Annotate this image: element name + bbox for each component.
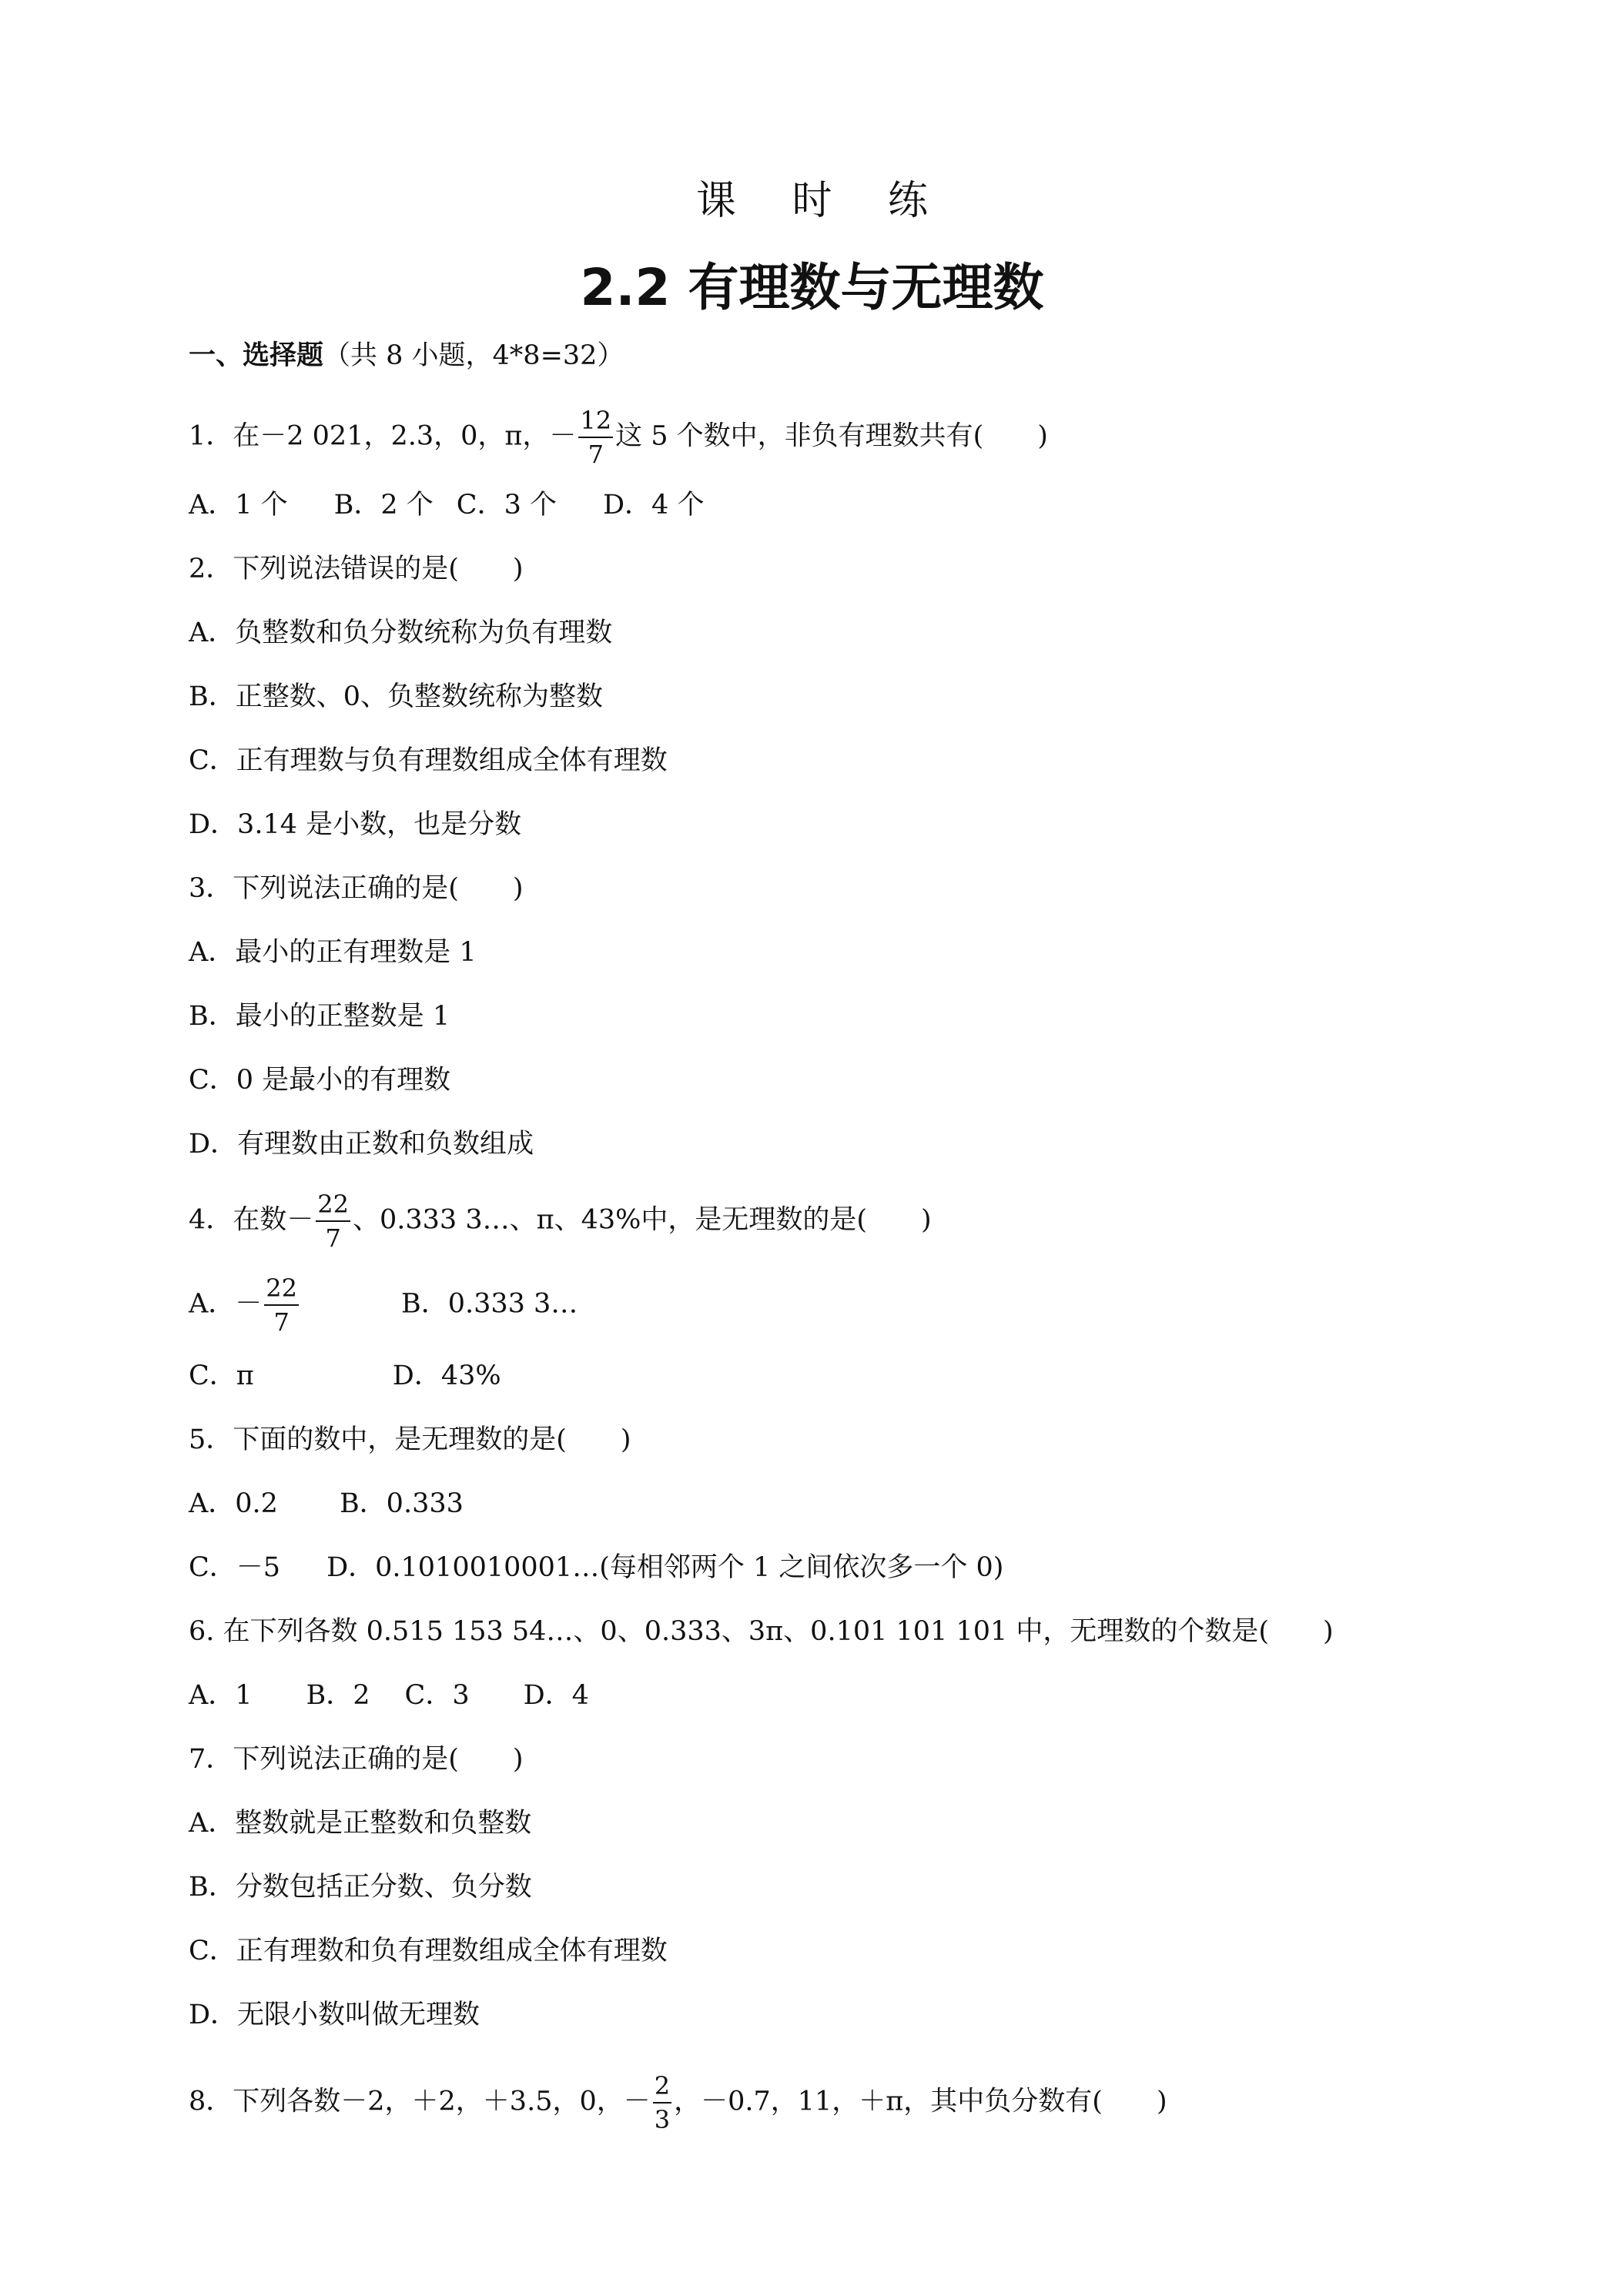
question-2-stem: 2．下列说法错误的是( ): [189, 554, 524, 584]
question-4-options-row-2: [189, 1359, 501, 1393]
fraction-denominator: 7: [273, 1307, 290, 1337]
option-d: D．0.1010010001…(每相邻两个 1 之间依次多一个 0): [326, 1552, 1004, 1583]
question-8: [189, 2073, 1167, 2132]
question-2-option-c: C．正有理数与负有理数组成全体有理数: [189, 745, 668, 776]
fraction-numerator: 12: [578, 408, 613, 438]
fraction: [264, 1274, 299, 1337]
option-b: B．2: [306, 1680, 370, 1711]
section-label: 一、选择题: [189, 340, 324, 371]
option-b: B．0.333: [339, 1488, 464, 1519]
fraction-denominator: 7: [325, 1223, 341, 1253]
question-2-option-a: A．负整数和负分数统称为负有理数: [189, 618, 613, 648]
question-2-option-d: D．3.14 是小数，也是分数: [189, 809, 522, 840]
question-1-options: [189, 488, 704, 522]
option-a: A．1 个: [189, 490, 288, 520]
fraction: [578, 408, 613, 467]
question-7-stem: 7．下列说法正确的是( ): [189, 1744, 524, 1775]
fraction-denominator: 3: [654, 2105, 671, 2134]
option-c: C．3 个: [456, 490, 557, 520]
question-5-stem: 5．下面的数中，是无理数的是( ): [189, 1424, 631, 1455]
question-3-stem: 3．下列说法正确的是( ): [189, 873, 524, 904]
question-5-options-row-2: [189, 1551, 1003, 1585]
question-6-options: [189, 1678, 589, 1712]
option-d: D．4 个: [602, 490, 705, 520]
section-note: （共 8 小题，4*8=32）: [323, 340, 624, 371]
option-d: D．4: [523, 1680, 589, 1711]
question-6-stem: 6. 在下列各数 0.515 153 54…、0、0.333、3π、0.101 101 101 中，无理数的个数是( ): [189, 1616, 1334, 1647]
fraction-numerator: 22: [316, 1192, 350, 1222]
option-c: C．3: [404, 1680, 470, 1711]
option-b: B．0.333 3…: [401, 1288, 578, 1320]
question-2-option-b: B．正整数、0、负整数统称为整数: [189, 681, 603, 712]
question-7-option-a: A．整数就是正整数和负整数: [189, 1808, 532, 1839]
question-3-option-c: C．0 是最小的有理数: [189, 1065, 451, 1096]
fraction: [316, 1190, 350, 1253]
section-heading: [189, 339, 624, 373]
page-title: 课 时 练: [695, 178, 950, 224]
fraction-denominator: 7: [588, 440, 604, 469]
option-d: D．43%: [392, 1361, 501, 1391]
option-a: A．0.2: [189, 1488, 278, 1519]
option-a: A．1: [189, 1680, 253, 1711]
question-3-option-a: A．最小的正有理数是 1: [189, 937, 477, 968]
fraction: [653, 2073, 671, 2132]
question-5-options-row-1: [189, 1487, 464, 1521]
question-7-option-c: C．正有理数和负有理数组成全体有理数: [189, 1936, 668, 1966]
question-4-stem-start: 4．在数－: [189, 1204, 314, 1236]
question-8-stem-start: 8．下列各数－2，＋2，＋3.5，0，－: [189, 2086, 651, 2117]
fraction-numerator: 2: [653, 2073, 671, 2104]
question-4-stem-end: 、0.333 3…、π、43%中，是无理数的是( ): [353, 1204, 932, 1236]
fraction-numerator: 22: [264, 1276, 299, 1306]
option-a-label: A．－: [189, 1288, 263, 1320]
question-1-stem-end: 这 5 个数中，非负有理数共有( ): [615, 420, 1048, 452]
question-8-stem-end: ，－0.7，11，＋π，其中负分数有( ): [674, 2086, 1167, 2117]
option-b: B．2 个: [333, 490, 434, 520]
question-1: [189, 408, 1048, 467]
question-3-option-b: B．最小的正整数是 1: [189, 1001, 450, 1032]
lesson-title: 2.2 有理数与无理数: [580, 258, 1044, 317]
option-c: C．π: [189, 1361, 254, 1391]
question-7-option-d: D．无限小数叫做无理数: [189, 2000, 481, 2030]
option-c: C．－5: [189, 1552, 281, 1583]
question-3-option-d: D．有理数由正数和负数组成: [189, 1129, 534, 1160]
question-4: [189, 1190, 932, 1253]
question-7-option-b: B．分数包括正分数、负分数: [189, 1872, 532, 1903]
question-4-options-row-1: [189, 1274, 578, 1337]
question-1-stem-start: 1．在－2 021，2.3，0，π，－: [189, 420, 577, 452]
